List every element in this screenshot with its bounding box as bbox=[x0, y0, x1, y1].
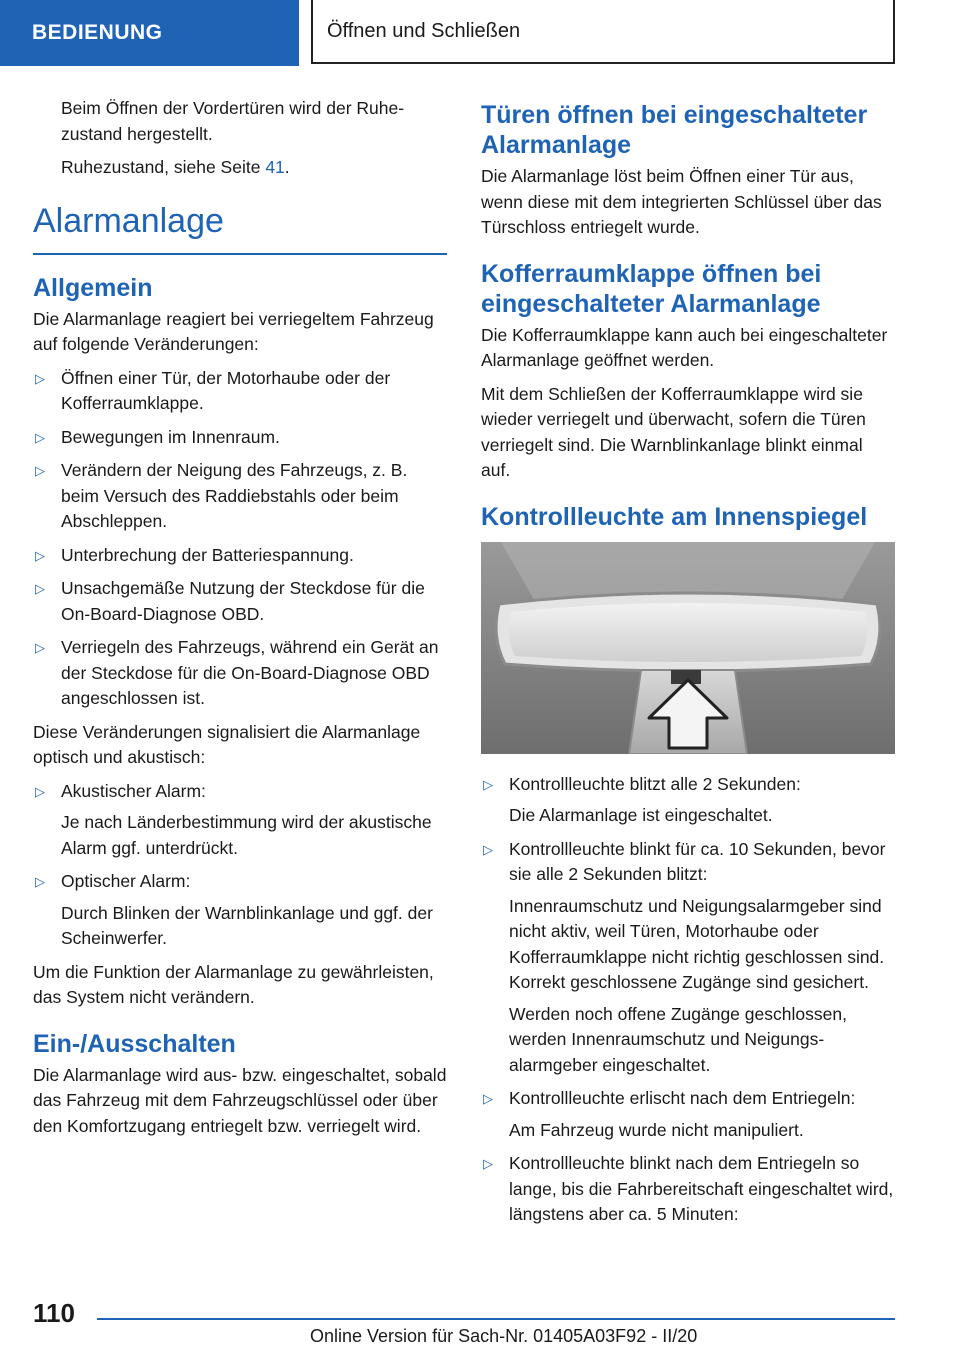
tueren-text: Die Alarmanlage löst beim Öffnen einer Tür aus, wenn diese mit dem integrierten Schlüssel über das Türschloss entriegelt wurde. bbox=[481, 166, 882, 237]
triangle-bullet-icon: ▷ bbox=[483, 1156, 493, 1171]
kofferraum-text-2: Mit dem Schließen der Kofferraumklappe wird sie wieder verriegelt und überwacht, sofern die Türen verriegelt sind. Die Warnblinkanlage blinkt einmal auf. bbox=[481, 383, 866, 480]
triangle-bullet-icon: ▷ bbox=[35, 370, 45, 386]
signal-text: Diese Veränderungen signalisiert die Alarmanlage optisch und akustisch: bbox=[33, 721, 421, 767]
list-item: ▷ Bewegungen im Innenraum. bbox=[33, 425, 447, 451]
list-item: ▷ Unsachgemäße Nutzung der Steckdose für die On-Board-Diagnose OBD. bbox=[35, 578, 425, 624]
kofferraum-text-1: Die Kofferraumklappe kann auch bei eingeschalteter Alarmanlage geöffnet werden. bbox=[481, 324, 888, 370]
list-item: ▷ Kontrollleuchte blinkt nach dem Entriegeln so lange, bis die Fahrbereitschaft eingeschaltet wird, längstens aber ca. 5 Minuten: bbox=[483, 1153, 894, 1224]
page-number: 110 bbox=[33, 1298, 75, 1328]
heading-ein-aus: Ein-/Ausschalten bbox=[33, 1029, 236, 1058]
list-item: ▷ Akustischer Alarm: Je nach Länderbestimmung wird der akustische Alarm ggf. unterdrückt. bbox=[35, 780, 432, 858]
ein-aus-text: Die Alarmanlage wird aus- bzw. eingeschaltet, sobald das Fahrzeug mit dem Fahrzeugschlüssel oder über den Komfortzugang entriegelt bzw. verriegelt wird. bbox=[33, 1064, 447, 1136]
section-tab: BEDIENUNG bbox=[0, 0, 299, 66]
triangle-bullet-icon: ▷ bbox=[35, 463, 45, 478]
indicator-list bbox=[481, 772, 895, 1228]
footer-divider bbox=[97, 1318, 895, 1320]
interior-mirror-illustration bbox=[481, 542, 895, 754]
changes-list bbox=[33, 366, 447, 712]
triangle-bullet-icon: ▷ bbox=[35, 783, 45, 799]
list-item: ▷ Verriegeln des Fahrzeugs, während ein Gerät an der Steckdose für die On-Board-Diagnose OBD angeschlossen ist. bbox=[35, 637, 439, 708]
section-title: Alarmanlage bbox=[33, 199, 447, 255]
list-item: ▷ Öffnen einer Tür, der Motorhaube oder der Kofferraumklappe. bbox=[35, 367, 391, 413]
heading-allgemein: Allgemein bbox=[33, 273, 153, 302]
footer-online-version: Online Version für Sach-Nr. 01405A03F92 - II/20 bbox=[310, 1326, 698, 1346]
right-column bbox=[481, 96, 895, 1236]
list-item: ▷ Kontrollleuchte blitzt alle 2 Sekunden: Die Alarmanlage ist eingeschaltet. bbox=[483, 773, 801, 825]
intro-paragraph: Beim Öffnen der Vordertüren wird der Ruhezustand hergestellt. bbox=[61, 98, 405, 144]
function-note: Um die Funktion der Alarmanlage zu gewährleisten, das System nicht verändern. bbox=[33, 961, 434, 1007]
triangle-bullet-icon: ▷ bbox=[35, 640, 45, 655]
triangle-bullet-icon: ▷ bbox=[483, 841, 493, 857]
list-item: ▷ Unterbrechung der Batteriespannung. bbox=[33, 543, 447, 569]
triangle-bullet-icon: ▷ bbox=[35, 581, 45, 596]
triangle-bullet-icon: ▷ bbox=[35, 429, 45, 445]
list-item: ▷ Optischer Alarm: Durch Blinken der Warnblinkanlage und ggf. der Scheinwerfer. bbox=[35, 871, 433, 948]
triangle-bullet-icon: ▷ bbox=[483, 1091, 493, 1106]
list-item: ▷ Kontrollleuchte blinkt für ca. 10 Sekunden, bevor sie alle 2 Sekunden blitzt: Innenraumschutz und Neigungsalarmgeber sind nicht aktiv, weil Türen, Motorhaube oder Kofferraumklappe nicht richtig geschlossen sind. Korrekt geschlossene Zugänge sind gesichert. Werden noch offene Zugänge geschlossen, werden Innenraumschutz und Neigungsalarmgeber eingeschaltet. bbox=[483, 838, 886, 1075]
alarm-list bbox=[33, 779, 447, 952]
heading-kofferraum: Kofferraumklappe öffnen bei eingeschalteter Alarmanlage bbox=[481, 259, 822, 318]
triangle-bullet-icon: ▷ bbox=[35, 547, 45, 563]
heading-tueren: Türen öffnen bei eingeschalteter Alarmanlage bbox=[481, 101, 868, 159]
list-item: ▷ Verändern der Neigung des Fahrzeugs, z. B. beim Versuch des Raddiebstahls oder beim Abschleppen. bbox=[35, 460, 408, 531]
triangle-bullet-icon: ▷ bbox=[35, 874, 45, 889]
page-link-41[interactable]: 41 bbox=[265, 157, 285, 177]
intro-reference: Ruhezustand, siehe Seite 41. bbox=[61, 157, 290, 177]
chapter-title: Öffnen und Schließen bbox=[311, 0, 895, 64]
left-column bbox=[33, 96, 447, 1147]
triangle-bullet-icon: ▷ bbox=[483, 776, 493, 792]
list-item: ▷ Kontrollleuchte erlischt nach dem Entriegeln: Am Fahrzeug wurde nicht manipuliert. bbox=[483, 1088, 856, 1140]
heading-kontrollleuchte: Kontrollleuchte am Innenspiegel bbox=[481, 502, 868, 531]
page-header bbox=[0, 0, 960, 82]
allgemein-text: Die Alarmanlage reagiert bei verriegeltem Fahrzeug auf folgende Veränderungen: bbox=[33, 308, 434, 354]
